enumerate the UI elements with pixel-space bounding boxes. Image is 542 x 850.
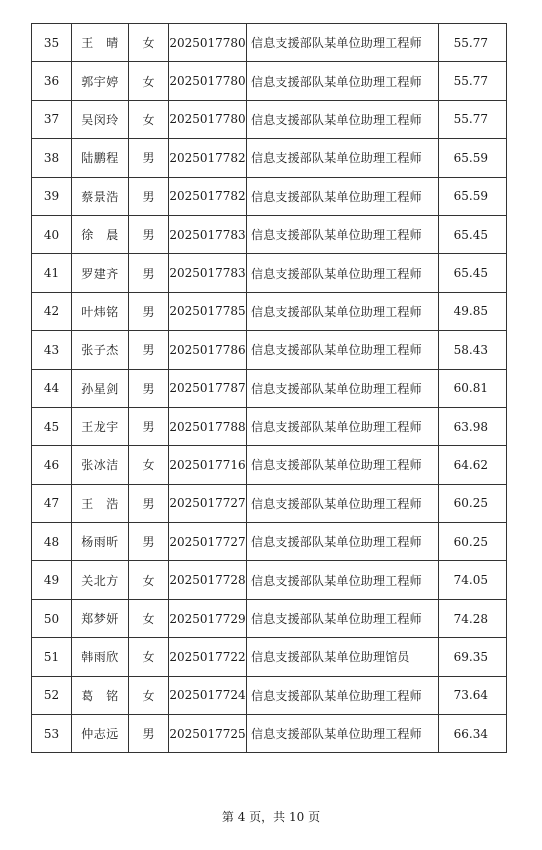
- position-title-cell: 信息支援部队某单位助理工程师: [247, 676, 439, 714]
- gender-cell: 男: [129, 715, 169, 753]
- row-number-cell: 36: [32, 62, 72, 100]
- row-number-cell: 35: [32, 24, 72, 62]
- table-row: [32, 715, 507, 753]
- name-cell: 郑梦妍: [72, 599, 129, 637]
- position-code-cell: 2025017722: [169, 638, 247, 676]
- name-cell: 徐 晨: [72, 215, 129, 253]
- table-row: [32, 561, 507, 599]
- table-row: [32, 254, 507, 292]
- gender-cell: 男: [129, 523, 169, 561]
- position-code-cell: 2025017782: [169, 177, 247, 215]
- position-title-cell: 信息支援部队某单位助理工程师: [247, 62, 439, 100]
- row-number-cell: 48: [32, 523, 72, 561]
- score-cell: 55.77: [439, 62, 507, 100]
- name-cell: 关北方: [72, 561, 129, 599]
- score-cell: 65.59: [439, 177, 507, 215]
- gender-cell: 女: [129, 100, 169, 138]
- gender-cell: 男: [129, 484, 169, 522]
- name-cell: 陆鹏程: [72, 139, 129, 177]
- position-title-cell: 信息支援部队某单位助理工程师: [247, 331, 439, 369]
- table-row: [32, 407, 507, 445]
- score-cell: 49.85: [439, 292, 507, 330]
- page-footer: 第 4 页，共 10 页: [221, 810, 321, 824]
- name-cell: 孙星剑: [72, 369, 129, 407]
- name-cell: 郭宇婷: [72, 62, 129, 100]
- score-cell: 60.25: [439, 523, 507, 561]
- score-cell: 74.05: [439, 561, 507, 599]
- score-cell: 69.35: [439, 638, 507, 676]
- score-cell: 74.28: [439, 599, 507, 637]
- table-row: [32, 369, 507, 407]
- gender-cell: 男: [129, 139, 169, 177]
- table-row: [32, 446, 507, 484]
- row-number-cell: 45: [32, 407, 72, 445]
- row-number-cell: 41: [32, 254, 72, 292]
- position-title-cell: 信息支援部队某单位助理工程师: [247, 100, 439, 138]
- table-row: [32, 139, 507, 177]
- score-cell: 55.77: [439, 100, 507, 138]
- name-cell: 仲志远: [72, 715, 129, 753]
- gender-cell: 男: [129, 331, 169, 369]
- name-cell: 葛 铭: [72, 676, 129, 714]
- gender-cell: 男: [129, 254, 169, 292]
- score-cell: 64.62: [439, 446, 507, 484]
- row-number-cell: 40: [32, 215, 72, 253]
- position-code-cell: 2025017780: [169, 100, 247, 138]
- table-body: [32, 24, 507, 753]
- position-code-cell: 2025017725: [169, 715, 247, 753]
- score-cell: 55.77: [439, 24, 507, 62]
- name-cell: 王龙宇: [72, 407, 129, 445]
- row-number-cell: 52: [32, 676, 72, 714]
- row-number-cell: 50: [32, 599, 72, 637]
- position-title-cell: 信息支援部队某单位助理工程师: [247, 599, 439, 637]
- position-code-cell: 2025017783: [169, 254, 247, 292]
- gender-cell: 女: [129, 599, 169, 637]
- row-number-cell: 39: [32, 177, 72, 215]
- table-row: [32, 100, 507, 138]
- table-row: [32, 292, 507, 330]
- table-row: [32, 177, 507, 215]
- score-cell: 58.43: [439, 331, 507, 369]
- position-title-cell: 信息支援部队某单位助理工程师: [247, 369, 439, 407]
- row-number-cell: 37: [32, 100, 72, 138]
- position-title-cell: 信息支援部队某单位助理工程师: [247, 407, 439, 445]
- gender-cell: 女: [129, 446, 169, 484]
- name-cell: 吴闵玲: [72, 100, 129, 138]
- table-row: [32, 62, 507, 100]
- position-title-cell: 信息支援部队某单位助理工程师: [247, 215, 439, 253]
- position-code-cell: 2025017788: [169, 407, 247, 445]
- gender-cell: 女: [129, 24, 169, 62]
- name-cell: 叶炜铭: [72, 292, 129, 330]
- name-cell: 王 晴: [72, 24, 129, 62]
- name-cell: 张冰洁: [72, 446, 129, 484]
- name-cell: 罗建齐: [72, 254, 129, 292]
- position-title-cell: 信息支援部队某单位助理工程师: [247, 561, 439, 599]
- position-code-cell: 2025017782: [169, 139, 247, 177]
- table-row: [32, 638, 507, 676]
- gender-cell: 男: [129, 369, 169, 407]
- position-title-cell: 信息支援部队某单位助理工程师: [247, 254, 439, 292]
- table-row: [32, 331, 507, 369]
- row-number-cell: 44: [32, 369, 72, 407]
- name-cell: 杨雨昕: [72, 523, 129, 561]
- position-code-cell: 2025017729: [169, 599, 247, 637]
- position-code-cell: 2025017780: [169, 62, 247, 100]
- position-code-cell: 2025017724: [169, 676, 247, 714]
- score-cell: 65.59: [439, 139, 507, 177]
- table-row: [32, 215, 507, 253]
- name-cell: 王 浩: [72, 484, 129, 522]
- score-cell: 73.64: [439, 676, 507, 714]
- gender-cell: 女: [129, 638, 169, 676]
- table-row: [32, 676, 507, 714]
- row-number-cell: 49: [32, 561, 72, 599]
- score-cell: 60.81: [439, 369, 507, 407]
- score-cell: 63.98: [439, 407, 507, 445]
- position-title-cell: 信息支援部队某单位助理工程师: [247, 24, 439, 62]
- position-title-cell: 信息支援部队某单位助理工程师: [247, 292, 439, 330]
- row-number-cell: 51: [32, 638, 72, 676]
- position-code-cell: 2025017780: [169, 24, 247, 62]
- name-cell: 张子杰: [72, 331, 129, 369]
- position-title-cell: 信息支援部队某单位助理工程师: [247, 177, 439, 215]
- table-row: [32, 523, 507, 561]
- score-cell: 65.45: [439, 254, 507, 292]
- position-code-cell: 2025017783: [169, 215, 247, 253]
- name-cell: 韩雨欣: [72, 638, 129, 676]
- score-table: [31, 23, 507, 753]
- position-title-cell: 信息支援部队某单位助理工程师: [247, 139, 439, 177]
- row-number-cell: 43: [32, 331, 72, 369]
- score-cell: 60.25: [439, 484, 507, 522]
- position-code-cell: 2025017727: [169, 523, 247, 561]
- row-number-cell: 46: [32, 446, 72, 484]
- row-number-cell: 47: [32, 484, 72, 522]
- position-code-cell: 2025017786: [169, 331, 247, 369]
- row-number-cell: 38: [32, 139, 72, 177]
- score-cell: 65.45: [439, 215, 507, 253]
- score-cell: 66.34: [439, 715, 507, 753]
- gender-cell: 女: [129, 62, 169, 100]
- gender-cell: 男: [129, 407, 169, 445]
- gender-cell: 女: [129, 676, 169, 714]
- position-title-cell: 信息支援部队某单位助理工程师: [247, 715, 439, 753]
- position-code-cell: 2025017787: [169, 369, 247, 407]
- position-title-cell: 信息支援部队某单位助理馆员: [247, 638, 439, 676]
- score-table-container: [31, 23, 506, 753]
- table-row: [32, 24, 507, 62]
- position-code-cell: 2025017716: [169, 446, 247, 484]
- position-code-cell: 2025017785: [169, 292, 247, 330]
- name-cell: 蔡景浩: [72, 177, 129, 215]
- row-number-cell: 42: [32, 292, 72, 330]
- position-title-cell: 信息支援部队某单位助理工程师: [247, 484, 439, 522]
- table-row: [32, 484, 507, 522]
- position-code-cell: 2025017727: [169, 484, 247, 522]
- position-title-cell: 信息支援部队某单位助理工程师: [247, 446, 439, 484]
- gender-cell: 男: [129, 292, 169, 330]
- row-number-cell: 53: [32, 715, 72, 753]
- position-title-cell: 信息支援部队某单位助理工程师: [247, 523, 439, 561]
- gender-cell: 男: [129, 215, 169, 253]
- gender-cell: 男: [129, 177, 169, 215]
- table-row: [32, 599, 507, 637]
- position-code-cell: 2025017728: [169, 561, 247, 599]
- gender-cell: 女: [129, 561, 169, 599]
